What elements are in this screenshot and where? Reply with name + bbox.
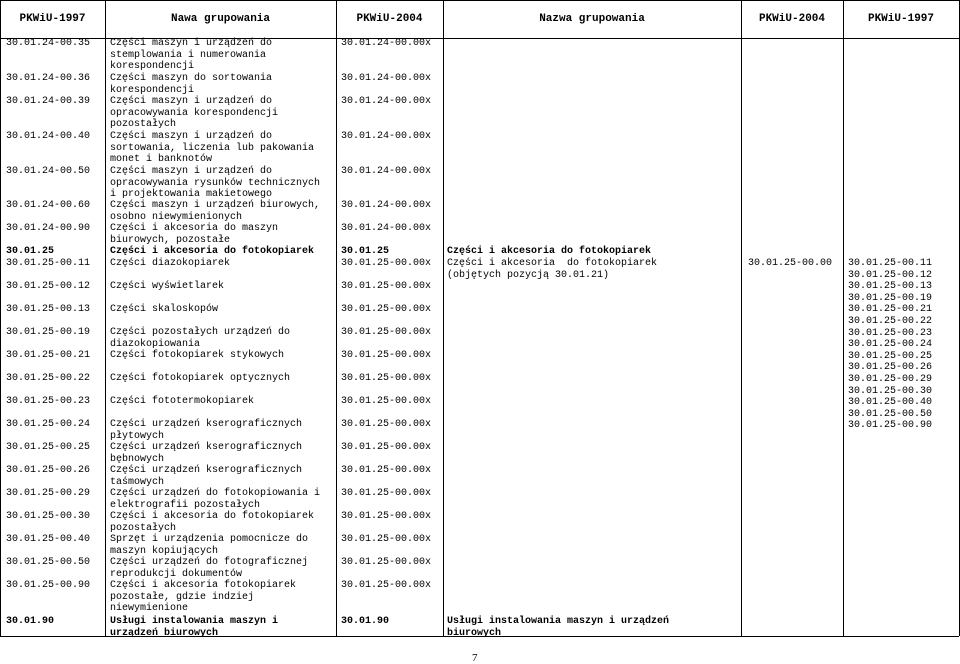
row-22-cell-2: Części urządzeń do fotograficznej reprodukcji dokumentów <box>110 557 309 580</box>
row-24-cell-3: 30.01.90 <box>341 616 390 627</box>
row-19-cell-1: 30.01.25-00.29 <box>6 488 91 499</box>
row-9-cell-5: 30.01.25-00.00 <box>748 258 833 269</box>
grid-hline <box>0 0 959 1</box>
row-7-cell-1: 30.01.24-00.90 <box>6 223 91 234</box>
row-5-cell-1: 30.01.24-00.50 <box>6 166 91 177</box>
row-24-cell-4: Usługi instalowania maszyn i urządzeń biurowych <box>447 616 670 639</box>
pkwiu-1997-item: 30.01.25-00.11 <box>848 258 933 269</box>
header-cell-6: PKWiU-1997 <box>867 13 934 25</box>
row-18-cell-2: Części urządzeń kserograficznych taśmowych <box>110 465 303 488</box>
header-cell-2: Nawa grupowania <box>170 13 271 25</box>
pkwiu-1997-item: 30.01.25-00.22 <box>848 316 933 327</box>
pkwiu-1997-item: 30.01.25-00.19 <box>848 292 933 304</box>
row-7-cell-3: 30.01.24-00.00x <box>341 223 432 234</box>
pkwiu-1997-item: 30.01.25-00.23 <box>848 327 933 339</box>
row-9-cell-4: Części i akcesoria do fotokopiarek (objętych pozycją 30.01.21) <box>447 258 658 281</box>
row-22-cell-3: 30.01.25-00.00x <box>341 557 432 568</box>
row-4-cell-1: 30.01.24-00.40 <box>6 131 91 142</box>
row-3-cell-2: Części maszyn i urządzeń do opracowywania korespondencji pozostałych <box>110 96 279 130</box>
row-14-cell-2: Części fotokopiarek optycznych <box>110 373 291 384</box>
row-12-cell-3: 30.01.25-00.00x <box>341 327 432 338</box>
row-2-cell-2: Części maszyn do sortowania korespondencji <box>110 73 273 96</box>
row-1-cell-3: 30.01.24-00.00x <box>341 38 432 49</box>
grid-vline <box>0 0 1 636</box>
pkwiu-1997-item: 30.01.25-00.12 <box>848 269 933 281</box>
row-6-cell-2: Części maszyn i urządzeń biurowych, osobno niewymienionych <box>110 200 321 223</box>
row-11-cell-1: 30.01.25-00.13 <box>6 304 91 315</box>
row-16-cell-3: 30.01.25-00.00x <box>341 419 432 430</box>
row-20-cell-3: 30.01.25-00.00x <box>341 511 432 522</box>
row-13-cell-3: 30.01.25-00.00x <box>341 350 432 361</box>
row-23-cell-1: 30.01.25-00.90 <box>6 580 91 591</box>
row-18-cell-3: 30.01.25-00.00x <box>341 465 432 476</box>
row-4-cell-2: Części maszyn i urządzeń do sortowania, liczenia lub pakowania monet i banknotów <box>110 131 315 165</box>
header-cell-4: Nazwa grupowania <box>539 13 645 25</box>
row-15-cell-3: 30.01.25-00.00x <box>341 396 432 407</box>
row-2-cell-3: 30.01.24-00.00x <box>341 73 432 84</box>
row-11-cell-3: 30.01.25-00.00x <box>341 304 432 315</box>
pkwiu-1997-item: 30.01.25-00.29 <box>848 374 933 385</box>
pkwiu-1997-item: 30.01.25-00.50 <box>848 408 933 420</box>
grid-vline <box>336 0 337 636</box>
row-17-cell-1: 30.01.25-00.25 <box>6 442 91 453</box>
row-20-cell-2: Części i akcesoria do fotokopiarek pozostałych <box>110 511 315 534</box>
row-6-cell-3: 30.01.24-00.00x <box>341 200 432 211</box>
row-1-cell-2: Części maszyn i urządzeń do stemplowania i numerowania korespondencji <box>110 38 273 72</box>
row-14-cell-3: 30.01.25-00.00x <box>341 373 432 384</box>
row-19-cell-2: Części urządzeń do fotokopiowania i elektrografii pozostałych <box>110 488 321 511</box>
pkwiu-1997-item: 30.01.25-00.21 <box>848 304 933 316</box>
row-9-cell-3: 30.01.25-00.00x <box>341 258 432 269</box>
row-1-cell-1: 30.01.24-00.35 <box>6 38 91 49</box>
row-16-cell-1: 30.01.25-00.24 <box>6 419 91 430</box>
pkwiu-1997-item: 30.01.25-00.30 <box>848 385 933 397</box>
row-8-cell-1: 30.01.25 <box>6 246 55 257</box>
pkwiu-1997-item: 30.01.25-00.26 <box>848 362 933 374</box>
row-7-cell-2: Części i akcesoria do maszyn biurowych, pozostałe <box>110 223 279 246</box>
row-14-cell-1: 30.01.25-00.22 <box>6 373 91 384</box>
row-21-cell-2: Sprzęt i urządzenia pomocnicze do maszyn kopiujących <box>110 534 309 557</box>
grid-vline <box>443 0 444 636</box>
row-13-cell-1: 30.01.25-00.21 <box>6 350 91 361</box>
row-10-cell-1: 30.01.25-00.12 <box>6 281 91 292</box>
row-9-cell-2: Części diazokopiarek <box>110 258 231 269</box>
pkwiu-1997-item: 30.01.25-00.40 <box>848 397 933 409</box>
row-17-cell-3: 30.01.25-00.00x <box>341 442 432 453</box>
row-19-cell-3: 30.01.25-00.00x <box>341 488 432 499</box>
header-cell-5: PKWiU-2004 <box>758 13 825 25</box>
page-number: 7 <box>472 652 478 664</box>
row-9-cell-1: 30.01.25-00.11 <box>6 258 91 269</box>
row-21-cell-3: 30.01.25-00.00x <box>341 534 432 545</box>
row-24-cell-1: 30.01.90 <box>6 616 55 627</box>
row-21-cell-1: 30.01.25-00.40 <box>6 534 91 545</box>
header-cell-1: PKWiU-1997 <box>19 13 86 25</box>
row-8-cell-4: Części i akcesoria do fotokopiarek <box>447 246 652 257</box>
row-12-cell-1: 30.01.25-00.19 <box>6 327 91 338</box>
row-10-cell-3: 30.01.25-00.00x <box>341 281 432 292</box>
grid-vline <box>741 0 742 636</box>
grid-vline <box>105 0 106 636</box>
row-5-cell-3: 30.01.24-00.00x <box>341 166 432 177</box>
row-3-cell-1: 30.01.24-00.39 <box>6 96 91 107</box>
row-11-cell-2: Części skaloskopów <box>110 304 219 315</box>
pkwiu-1997-item: 30.01.25-00.24 <box>848 339 933 351</box>
row-8-cell-3: 30.01.25 <box>341 246 390 257</box>
pkwiu-1997-item: 30.01.25-00.90 <box>848 420 933 432</box>
pkwiu-1997-item: 30.01.25-00.25 <box>848 350 933 362</box>
row-4-cell-3: 30.01.24-00.00x <box>341 131 432 142</box>
row-12-cell-2: Części pozostałych urządzeń do diazokopiowania <box>110 327 291 350</box>
row-16-cell-2: Części urządzeń kserograficznych płytowych <box>110 419 303 442</box>
row-20-cell-1: 30.01.25-00.30 <box>6 511 91 522</box>
row-10-cell-2: Części wyświetlarek <box>110 281 225 292</box>
row-8-cell-2: Części i akcesoria do fotokopiarek <box>110 246 315 257</box>
row-6-cell-1: 30.01.24-00.60 <box>6 200 91 211</box>
row-2-cell-1: 30.01.24-00.36 <box>6 73 91 84</box>
row-23-cell-2: Części i akcesoria fotokopiarek pozostałe, gdzie indziej niewymienione <box>110 580 297 614</box>
row-5-cell-2: Części maszyn i urządzeń do opracowywania rysunków technicznych i projektowania makietowego <box>110 166 321 200</box>
row-18-cell-1: 30.01.25-00.26 <box>6 465 91 476</box>
pkwiu-1997-item: 30.01.25-00.13 <box>848 281 933 293</box>
table-header <box>0 0 960 38</box>
row-24-cell-2: Usługi instalowania maszyn i urządzeń biurowych <box>110 616 279 639</box>
row-23-cell-3: 30.01.25-00.00x <box>341 580 432 591</box>
row-22-cell-1: 30.01.25-00.50 <box>6 557 91 568</box>
row-3-cell-3: 30.01.24-00.00x <box>341 96 432 107</box>
row-17-cell-2: Części urządzeń kserograficznych bębnowych <box>110 442 303 465</box>
grid-vline <box>843 0 844 636</box>
row-15-cell-1: 30.01.25-00.23 <box>6 396 91 407</box>
header-cell-3: PKWiU-2004 <box>356 13 423 25</box>
row-15-cell-2: Części fototermokopiarek <box>110 396 255 407</box>
row-13-cell-2: Części fotokopiarek stykowych <box>110 350 285 361</box>
